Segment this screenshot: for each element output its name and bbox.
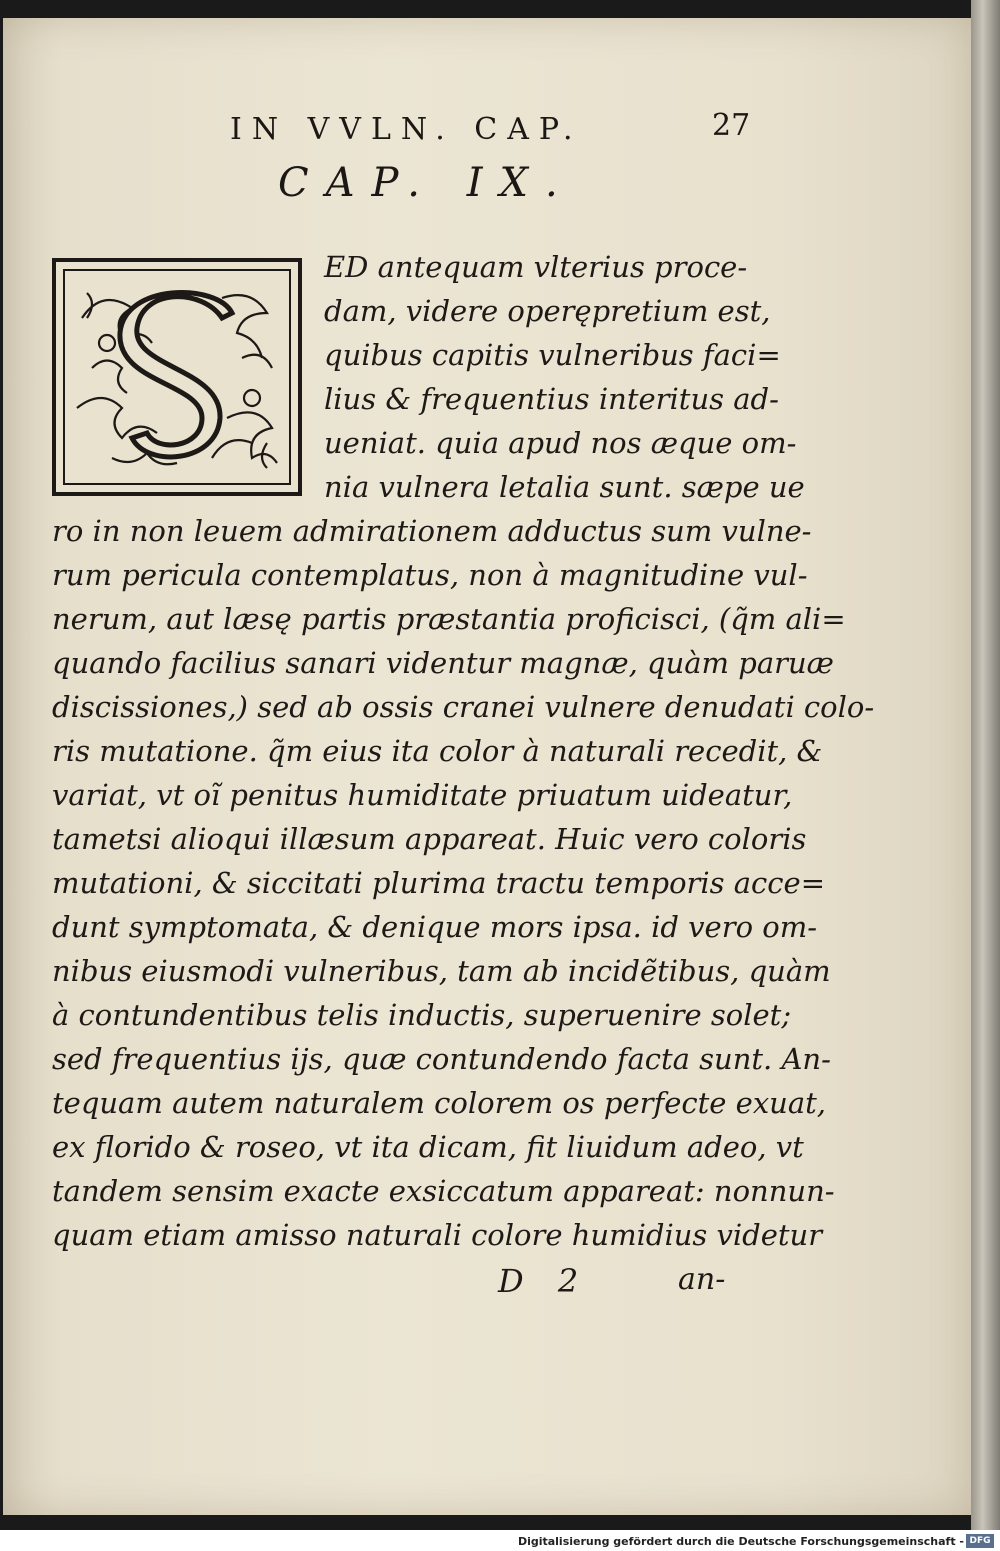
text-line: sed frequentius ijs, quæ contundendo facta sunt. An- (52, 1042, 831, 1076)
text-line: nerum, aut læsę partis præstantia proficisci, (q̃m ali= (52, 602, 846, 636)
text-line: quando facilius sanari videntur magnæ, quàm paruæ (52, 646, 834, 680)
text-line: lius & frequentius interitus ad- (324, 382, 779, 416)
text-line: à contundentibus telis inductis, superuenire solet; (52, 998, 792, 1032)
text-line: rum pericula contemplatus, non à magnitudine vul- (52, 558, 808, 592)
running-head: IN VVLN. CAP. (230, 112, 583, 147)
decorated-initial-s (52, 258, 302, 496)
text-line: dam, videre operępretium est, (324, 294, 771, 328)
text-line: quibus capitis vulneribus faci= (324, 338, 781, 372)
signature-mark: D 2 (498, 1262, 591, 1300)
dfg-logo: DFG (966, 1534, 994, 1548)
text-line: quam etiam amisso naturali colore humidius videtur (52, 1218, 823, 1252)
text-line: mutationi, & siccitati plurima tractu temporis acce= (52, 866, 826, 900)
text-line: dunt symptomata, & denique mors ipsa. id vero om- (52, 910, 818, 944)
text-line: tametsi alioqui illæsum appareat. Huic vero coloris (52, 822, 807, 856)
page-edge (971, 0, 1000, 1530)
text-line: nibus eiusmodi vulneribus, tam ab incidẽtibus, quàm (52, 954, 831, 988)
text-line: ro in non leuem admirationem adductus sum vulne- (52, 514, 812, 548)
text-line: tandem sensim exacte exsiccatum appareat: nonnun- (52, 1174, 835, 1208)
text-line: variat, vt oĩ penitus humiditate priuatum uideatur, (52, 778, 793, 812)
catchword: an- (678, 1262, 726, 1297)
text-line: ris mutatione. q̃m eius ita color à naturali recedit, & (52, 734, 823, 768)
text-line: ueniat. quia apud nos æque om- (324, 426, 797, 460)
chapter-heading: CAP. IX. (278, 160, 575, 206)
text-line: ED antequam vlterius proce- (324, 250, 748, 284)
digitization-credit: Digitalisierung gefördert durch die Deutsche Forschungsgemeinschaft - (517, 1535, 964, 1548)
text-line: tequam autem naturalem colorem os perfecte exuat, (52, 1086, 827, 1120)
text-line: discissiones,) sed ab ossis cranei vulnere denudati colo- (52, 690, 875, 724)
page-number: 27 (712, 108, 751, 143)
text-line: nia vulnera letalia sunt. sæpe ue (324, 470, 805, 504)
text-line: ex florido & roseo, vt ita dicam, fit liuidum adeo, vt (52, 1130, 804, 1164)
